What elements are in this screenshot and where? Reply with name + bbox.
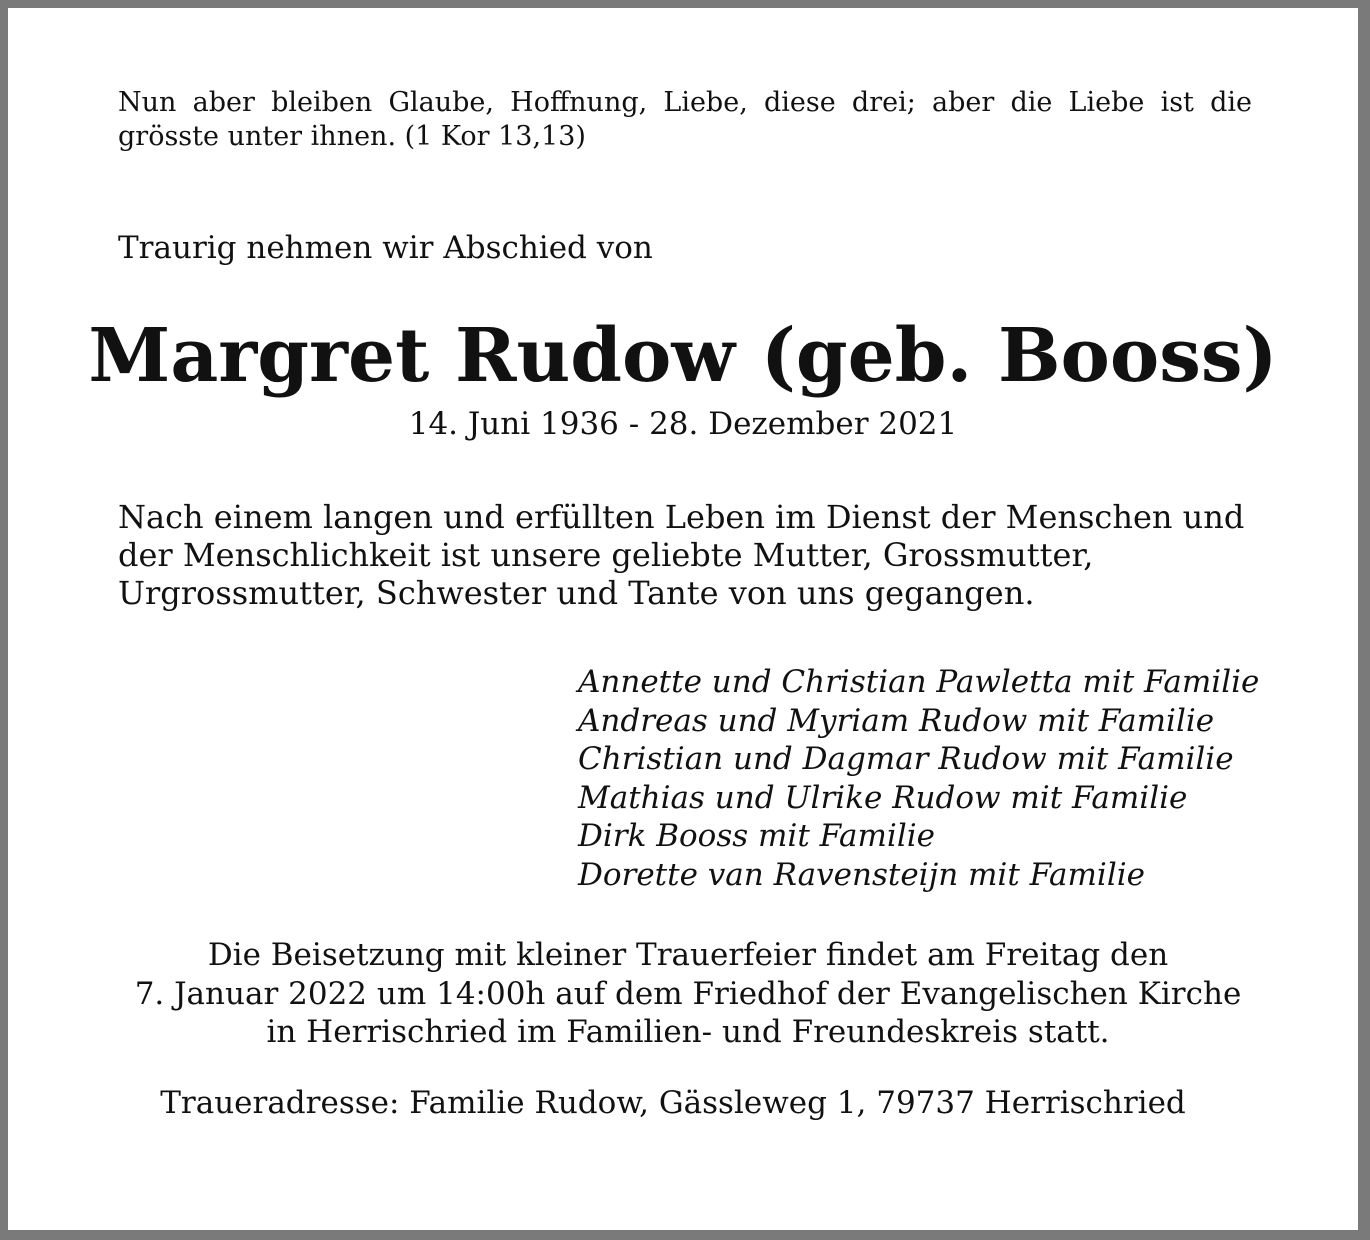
funeral-line: Die Beisetzung mit kleiner Trauerfeier findet am Freitag den [207,937,1169,973]
mourner-item: Andreas und Myriam Rudow mit Familie [578,702,1215,739]
life-dates: 14. Juni 1936 - 28. Dezember 2021 [408,406,958,442]
funeral-line: in Herrischried im Familien- und Freundeskreis statt. [266,1014,1110,1050]
mourner-item: Mathias und Ulrike Rudow mit Familie [578,779,1188,816]
deceased-name: Margret Rudow (geb. Booss) [88,313,1278,399]
intro-line: Traurig nehmen wir Abschied von [118,230,653,266]
funeral-info [68,936,1308,1052]
mourner-item: Christian und Dagmar Rudow mit Familie [578,741,1234,777]
mourning-address: Traueradresse: Familie Rudow, Gässleweg 1, 79737 Herrischried [160,1085,1186,1121]
funeral-line: 7. Januar 2022 um 14:00h auf dem Friedhof der Evangelischen Kirche [134,975,1242,1012]
mourner-item: Annette und Christian Pawletta mit Familie [578,664,1260,700]
mourner-item: Dirk Booss mit Familie [578,818,935,854]
mourner-item: Dorette van Ravensteijn mit Familie [578,856,1146,893]
obituary-paragraph: Nach einem langen und erfüllten Leben im Dienst der Menschen und der Menschlichkeit ist unsere geliebte Mutter, Grossmutter, Urgrossmutter, Schwester und Tante von uns gegangen. [118,498,1245,612]
mourners-list [578,663,1278,894]
bible-verse: Nun aber bleiben Glaube, Hoffnung, Liebe, diese drei; aber die Liebe ist die grösste unter ihnen. (1 Kor 13,13) [118,87,1252,152]
obituary-notice [8,8,1358,1230]
